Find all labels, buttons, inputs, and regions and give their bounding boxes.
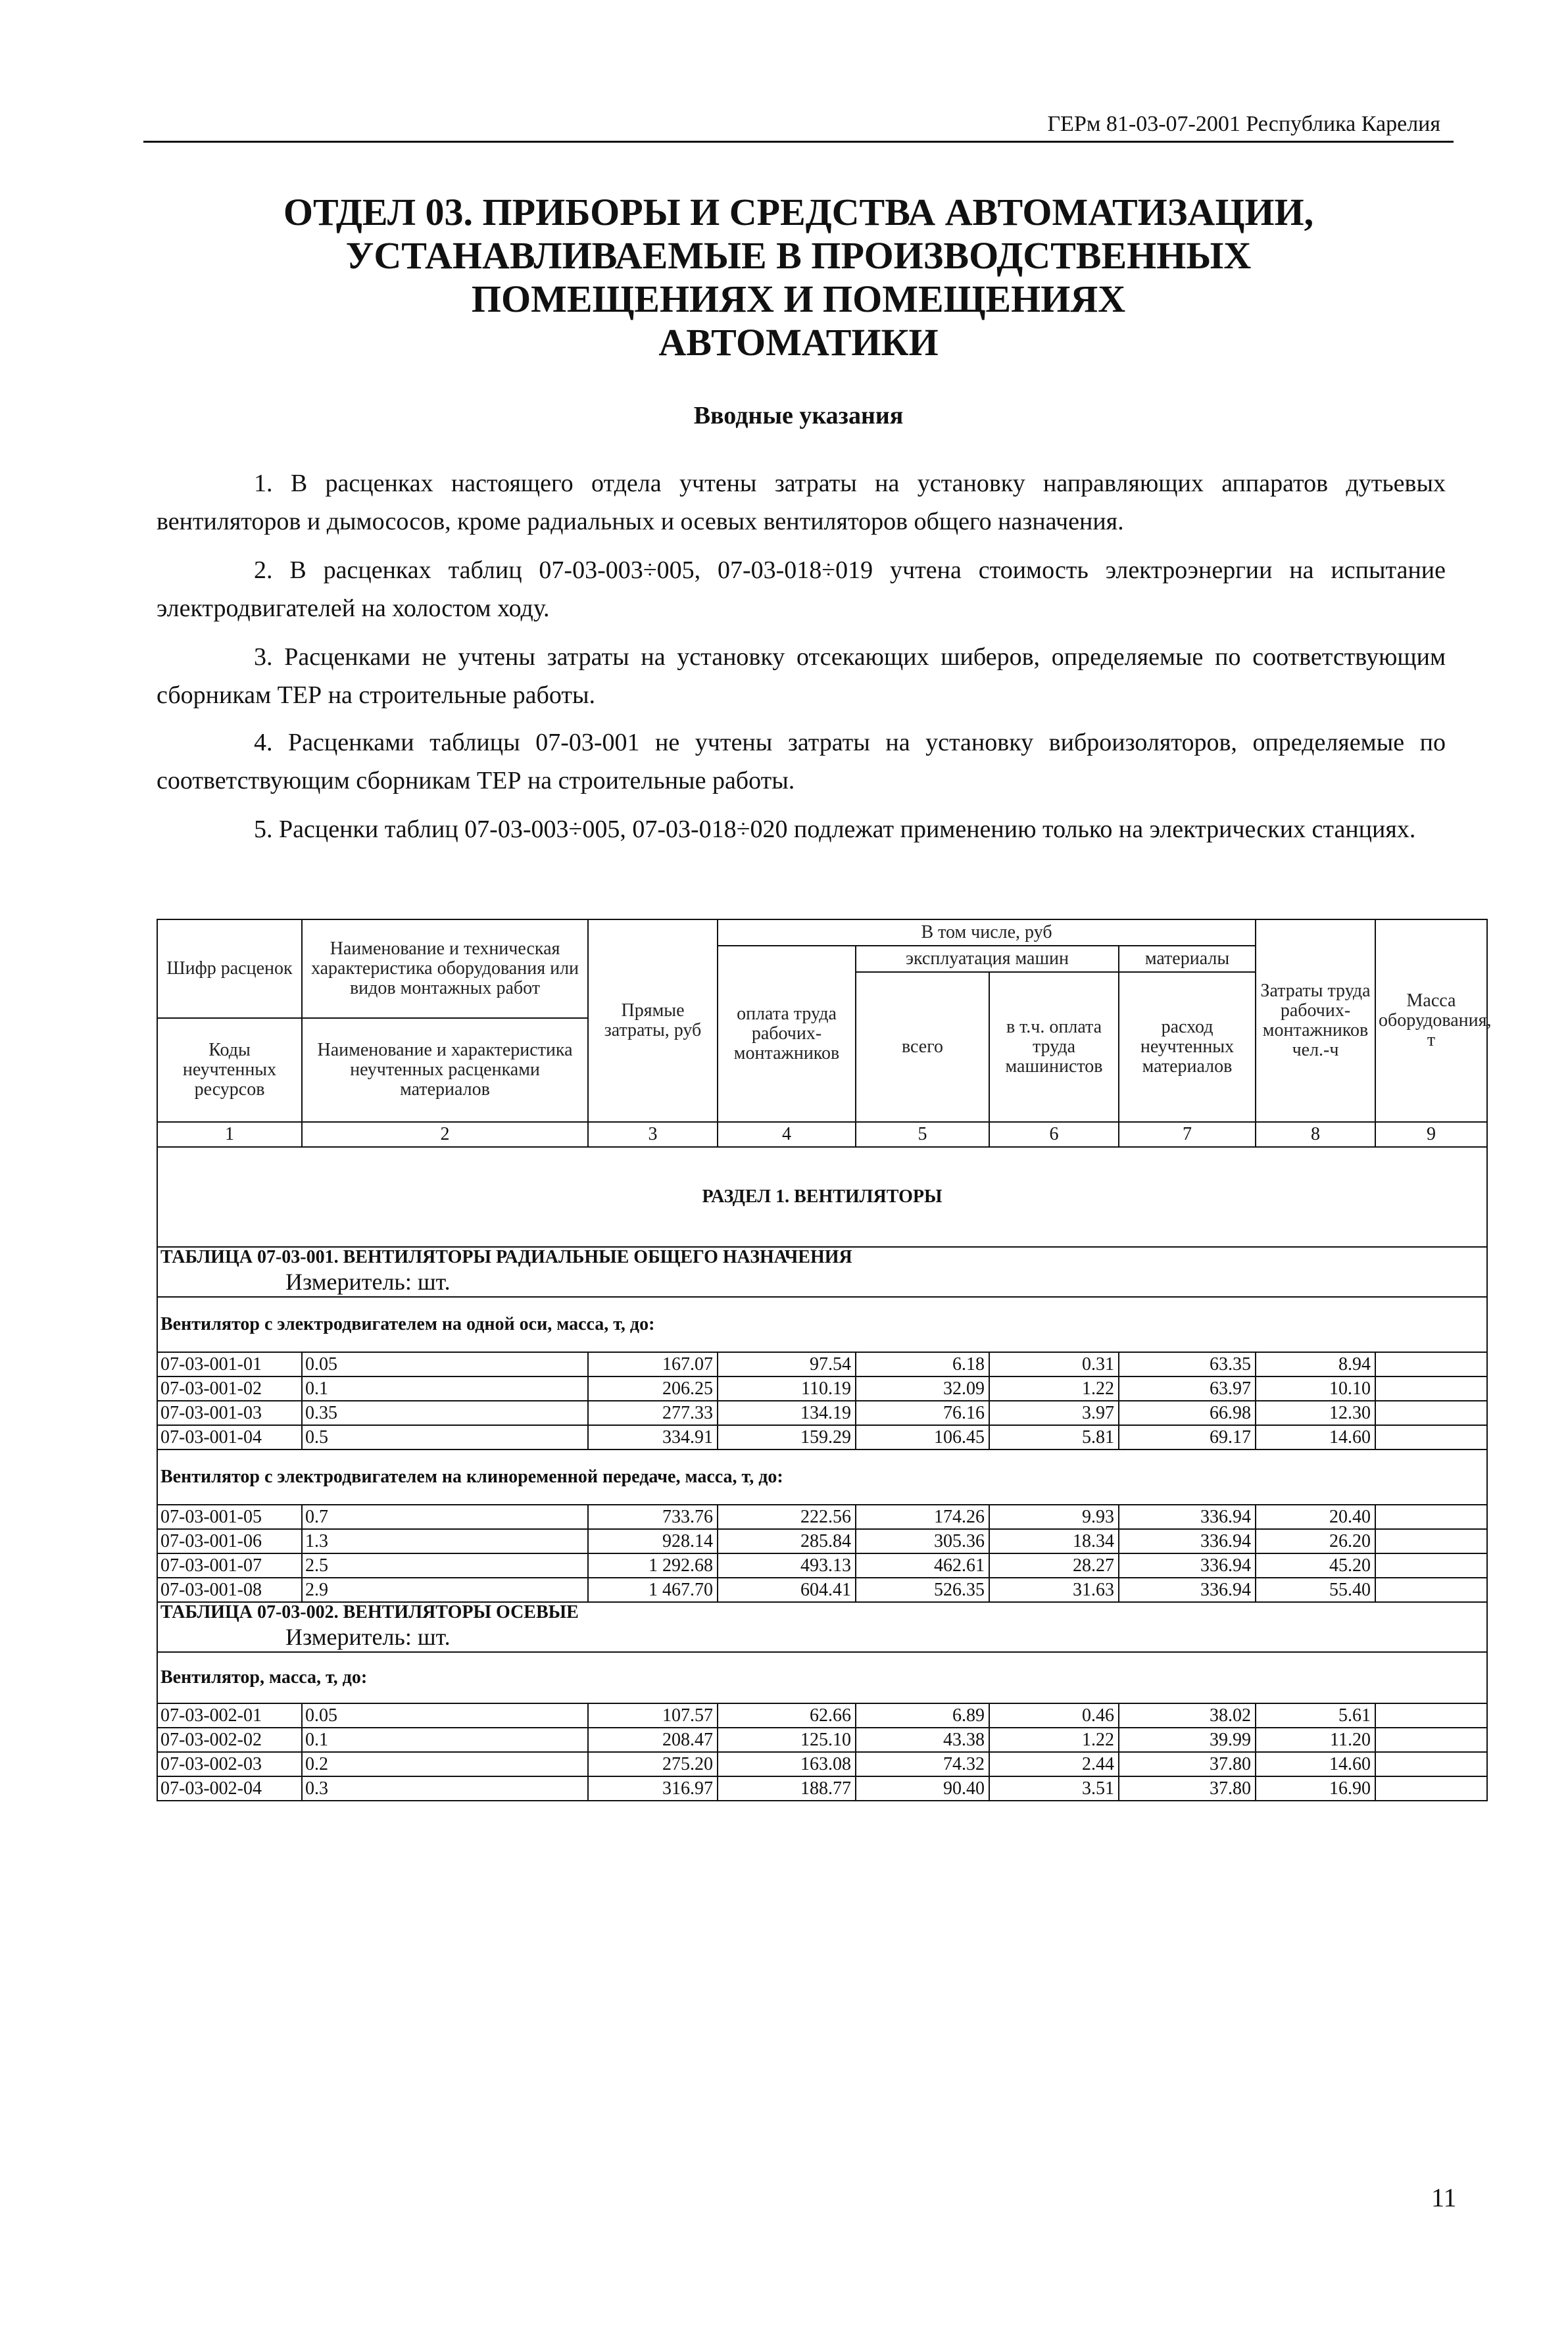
header-worker-wages: оплата труда рабочих-монтажников <box>718 946 856 1122</box>
mass-value: 0.5 <box>302 1425 588 1449</box>
equipment-mass <box>1375 1553 1487 1578</box>
materials-cost: 63.97 <box>1119 1376 1256 1401</box>
labor-hours: 5.61 <box>1256 1703 1375 1728</box>
machines-total: 74.32 <box>856 1752 989 1776</box>
equipment-mass <box>1375 1425 1487 1449</box>
machinist-wages: 28.27 <box>989 1553 1119 1578</box>
materials-cost: 336.94 <box>1119 1553 1256 1578</box>
column-number: 5 <box>856 1122 989 1147</box>
worker-wages: 97.54 <box>718 1352 856 1376</box>
labor-hours: 12.30 <box>1256 1401 1375 1425</box>
machines-total: 76.16 <box>856 1401 989 1425</box>
table-title-text: ТАБЛИЦА 07-03-002. ВЕНТИЛЯТОРЫ ОСЕВЫЕ <box>160 1602 579 1622</box>
worker-wages: 163.08 <box>718 1752 856 1776</box>
header-materials-name: Наименование и характеристика неучтенных расценками материалов <box>302 1018 588 1122</box>
machines-total: 305.36 <box>856 1529 989 1553</box>
title-line: ОТДЕЛ 03. ПРИБОРЫ И СРЕДСТВА АВТОМАТИЗАЦИИ, <box>283 191 1314 233</box>
table-title <box>157 1247 1487 1297</box>
rate-code: 07-03-001-05 <box>157 1505 302 1529</box>
paragraph: 3. Расценками не учтены затраты на установку отсекающих шиберов, определяемые по соответствующим сборникам ТЕР на строительные работы. <box>157 643 1446 709</box>
section-subtitle: Вводные указания <box>693 402 904 429</box>
page-number: 11 <box>1431 2183 1457 2212</box>
title-line: АВТОМАТИКИ <box>658 321 939 364</box>
rate-code: 07-03-001-08 <box>157 1578 302 1602</box>
direct-costs: 275.20 <box>588 1752 718 1776</box>
labor-hours: 16.90 <box>1256 1776 1375 1801</box>
machinist-wages: 0.46 <box>989 1703 1119 1728</box>
table-row <box>157 1401 1487 1425</box>
header-unaccounted-materials: расход неучтенных материалов <box>1119 972 1256 1122</box>
mass-value: 0.1 <box>302 1376 588 1401</box>
materials-cost: 63.35 <box>1119 1352 1256 1376</box>
labor-hours: 14.60 <box>1256 1752 1375 1776</box>
machinist-wages: 2.44 <box>989 1752 1119 1776</box>
table-row <box>157 1578 1487 1602</box>
paragraph: 1. В расценках настоящего отдела учтены затраты на установку направляющих аппаратов дутьевых вентиляторов и дымососов, кроме радиальных и осевых вентиляторов общего назначения. <box>157 470 1446 535</box>
machines-total: 174.26 <box>856 1505 989 1529</box>
column-number: 6 <box>989 1122 1119 1147</box>
rates-table <box>157 919 1492 1801</box>
paragraph: 4. Расценками таблицы 07-03-001 не учтены затраты на установку виброизоляторов, определяемые по соответствующим сборникам ТЕР на строительные работы. <box>157 729 1446 794</box>
equipment-mass <box>1375 1401 1487 1425</box>
worker-wages: 110.19 <box>718 1376 856 1401</box>
machinist-wages: 3.51 <box>989 1776 1119 1801</box>
direct-costs: 733.76 <box>588 1505 718 1529</box>
equipment-mass <box>1375 1529 1487 1553</box>
header-rule <box>143 141 1454 143</box>
header-machines-total: всего <box>856 972 989 1122</box>
worker-wages: 134.19 <box>718 1401 856 1425</box>
labor-hours: 14.60 <box>1256 1425 1375 1449</box>
table-row <box>157 1728 1487 1752</box>
labor-hours: 11.20 <box>1256 1728 1375 1752</box>
labor-hours: 10.10 <box>1256 1376 1375 1401</box>
paragraph: 2. В расценках таблиц 07-03-003÷005, 07-03-018÷019 учтена стоимость электроэнергии на испытание электродвигателей на холостом ходу. <box>157 556 1446 622</box>
column-numbers-row <box>157 1122 1487 1147</box>
header-machinist-wages: в т.ч. оплата труда машинистов <box>989 972 1119 1122</box>
header-materials: материалы <box>1119 946 1256 972</box>
rate-code: 07-03-001-06 <box>157 1529 302 1553</box>
header-machines: эксплуатация машин <box>856 946 1119 972</box>
mass-value: 0.1 <box>302 1728 588 1752</box>
machines-total: 526.35 <box>856 1578 989 1602</box>
title-line: УСТАНАВЛИВАЕМЫЕ В ПРОИЗВОДСТВЕННЫХ <box>345 234 1252 277</box>
materials-cost: 69.17 <box>1119 1425 1256 1449</box>
machines-total: 106.45 <box>856 1425 989 1449</box>
direct-costs: 928.14 <box>588 1529 718 1553</box>
materials-cost: 336.94 <box>1119 1505 1256 1529</box>
mass-value: 0.2 <box>302 1752 588 1776</box>
machinist-wages: 31.63 <box>989 1578 1119 1602</box>
column-number: 8 <box>1256 1122 1375 1147</box>
materials-cost: 336.94 <box>1119 1529 1256 1553</box>
header-labor-hours: Затраты труда рабочих-монтажников чел.-ч <box>1256 919 1375 1122</box>
worker-wages: 159.29 <box>718 1425 856 1449</box>
direct-costs: 1 467.70 <box>588 1578 718 1602</box>
mass-value: 0.7 <box>302 1505 588 1529</box>
machinist-wages: 0.31 <box>989 1352 1119 1376</box>
machines-total: 43.38 <box>856 1728 989 1752</box>
running-head: ГЕРм 81-03-07-2001 Республика Карелия <box>1047 112 1440 136</box>
equipment-mass <box>1375 1505 1487 1529</box>
header-name: Наименование и техническая характеристика оборудования или видов монтажных работ <box>302 919 588 1018</box>
machinist-wages: 18.34 <box>989 1529 1119 1553</box>
labor-hours: 8.94 <box>1256 1352 1375 1376</box>
worker-wages: 604.41 <box>718 1578 856 1602</box>
table-title-text: ТАБЛИЦА 07-03-001. ВЕНТИЛЯТОРЫ РАДИАЛЬНЫЕ ОБЩЕГО НАЗНАЧЕНИЯ <box>160 1247 852 1267</box>
paragraph: 5. Расценки таблиц 07-03-003÷005, 07-03-018÷020 подлежат применению только на электрических станциях. <box>254 816 1416 843</box>
machinist-wages: 3.97 <box>989 1401 1119 1425</box>
materials-cost: 38.02 <box>1119 1703 1256 1728</box>
rate-code: 07-03-002-03 <box>157 1752 302 1776</box>
group-label: Вентилятор с электродвигателем на клиноременной передаче, масса, т, до: <box>157 1449 1487 1505</box>
title-line: ПОМЕЩЕНИЯХ И ПОМЕЩЕНИЯХ <box>471 278 1126 320</box>
table-row <box>157 1752 1487 1776</box>
table-row <box>157 1553 1487 1578</box>
header-resource-codes: Коды неучтенных ресурсов <box>157 1018 302 1122</box>
direct-costs: 167.07 <box>588 1352 718 1376</box>
mass-value: 0.3 <box>302 1776 588 1801</box>
materials-cost: 66.98 <box>1119 1401 1256 1425</box>
labor-hours: 55.40 <box>1256 1578 1375 1602</box>
header-code: Шифр расценок <box>157 919 302 1018</box>
machinist-wages: 1.22 <box>989 1376 1119 1401</box>
worker-wages: 125.10 <box>718 1728 856 1752</box>
mass-value: 0.05 <box>302 1703 588 1728</box>
group-label: Вентилятор, масса, т, до: <box>157 1652 1487 1703</box>
machinist-wages: 5.81 <box>989 1425 1119 1449</box>
section-title: РАЗДЕЛ 1. ВЕНТИЛЯТОРЫ <box>157 1147 1487 1247</box>
direct-costs: 1 292.68 <box>588 1553 718 1578</box>
direct-costs: 277.33 <box>588 1401 718 1425</box>
machinist-wages: 1.22 <box>989 1728 1119 1752</box>
rate-code: 07-03-002-02 <box>157 1728 302 1752</box>
rate-code: 07-03-001-01 <box>157 1352 302 1376</box>
materials-cost: 37.80 <box>1119 1752 1256 1776</box>
machinist-wages: 9.93 <box>989 1505 1119 1529</box>
table-row <box>157 1376 1487 1401</box>
column-number: 9 <box>1375 1122 1487 1147</box>
page-title <box>143 191 1454 364</box>
labor-hours: 26.20 <box>1256 1529 1375 1553</box>
machines-total: 462.61 <box>856 1553 989 1578</box>
table-row <box>157 1703 1487 1728</box>
worker-wages: 62.66 <box>718 1703 856 1728</box>
direct-costs: 206.25 <box>588 1376 718 1401</box>
materials-cost: 37.80 <box>1119 1776 1256 1801</box>
header-equipment-mass: Масса оборудования, т <box>1375 919 1487 1122</box>
rate-code: 07-03-001-04 <box>157 1425 302 1449</box>
worker-wages: 222.56 <box>718 1505 856 1529</box>
rate-code: 07-03-001-02 <box>157 1376 302 1401</box>
mass-value: 0.35 <box>302 1401 588 1425</box>
materials-cost: 39.99 <box>1119 1728 1256 1752</box>
equipment-mass <box>1375 1578 1487 1602</box>
equipment-mass <box>1375 1376 1487 1401</box>
machines-total: 90.40 <box>856 1776 989 1801</box>
mass-value: 0.05 <box>302 1352 588 1376</box>
measure-unit: Измеритель: шт. <box>285 1624 451 1650</box>
direct-costs: 107.57 <box>588 1703 718 1728</box>
materials-cost: 336.94 <box>1119 1578 1256 1602</box>
rate-code: 07-03-002-01 <box>157 1703 302 1728</box>
equipment-mass <box>1375 1703 1487 1728</box>
worker-wages: 493.13 <box>718 1553 856 1578</box>
rate-code: 07-03-002-04 <box>157 1776 302 1801</box>
direct-costs: 208.47 <box>588 1728 718 1752</box>
equipment-mass <box>1375 1776 1487 1801</box>
table-row <box>157 1776 1487 1801</box>
equipment-mass <box>1375 1752 1487 1776</box>
worker-wages: 188.77 <box>718 1776 856 1801</box>
header-including: В том числе, руб <box>718 919 1256 946</box>
column-number: 1 <box>157 1122 302 1147</box>
table-row <box>157 1425 1487 1449</box>
column-number: 2 <box>302 1122 588 1147</box>
direct-costs: 316.97 <box>588 1776 718 1801</box>
rate-code: 07-03-001-03 <box>157 1401 302 1425</box>
group-label: Вентилятор с электродвигателем на одной оси, масса, т, до: <box>157 1297 1487 1352</box>
table-row <box>157 1529 1487 1553</box>
column-number: 4 <box>718 1122 856 1147</box>
machines-total: 6.89 <box>856 1703 989 1728</box>
column-number: 7 <box>1119 1122 1256 1147</box>
mass-value: 1.3 <box>302 1529 588 1553</box>
machines-total: 6.18 <box>856 1352 989 1376</box>
table-title <box>157 1602 1487 1652</box>
labor-hours: 45.20 <box>1256 1553 1375 1578</box>
mass-value: 2.9 <box>302 1578 588 1602</box>
column-number: 3 <box>588 1122 718 1147</box>
machines-total: 32.09 <box>856 1376 989 1401</box>
measure-unit: Измеритель: шт. <box>285 1269 451 1295</box>
rate-code: 07-03-001-07 <box>157 1553 302 1578</box>
direct-costs: 334.91 <box>588 1425 718 1449</box>
table-row <box>157 1352 1487 1376</box>
labor-hours: 20.40 <box>1256 1505 1375 1529</box>
table-row <box>157 1505 1487 1529</box>
header-direct-costs: Прямые затраты, руб <box>588 919 718 1122</box>
worker-wages: 285.84 <box>718 1529 856 1553</box>
equipment-mass <box>1375 1352 1487 1376</box>
equipment-mass <box>1375 1728 1487 1752</box>
mass-value: 2.5 <box>302 1553 588 1578</box>
